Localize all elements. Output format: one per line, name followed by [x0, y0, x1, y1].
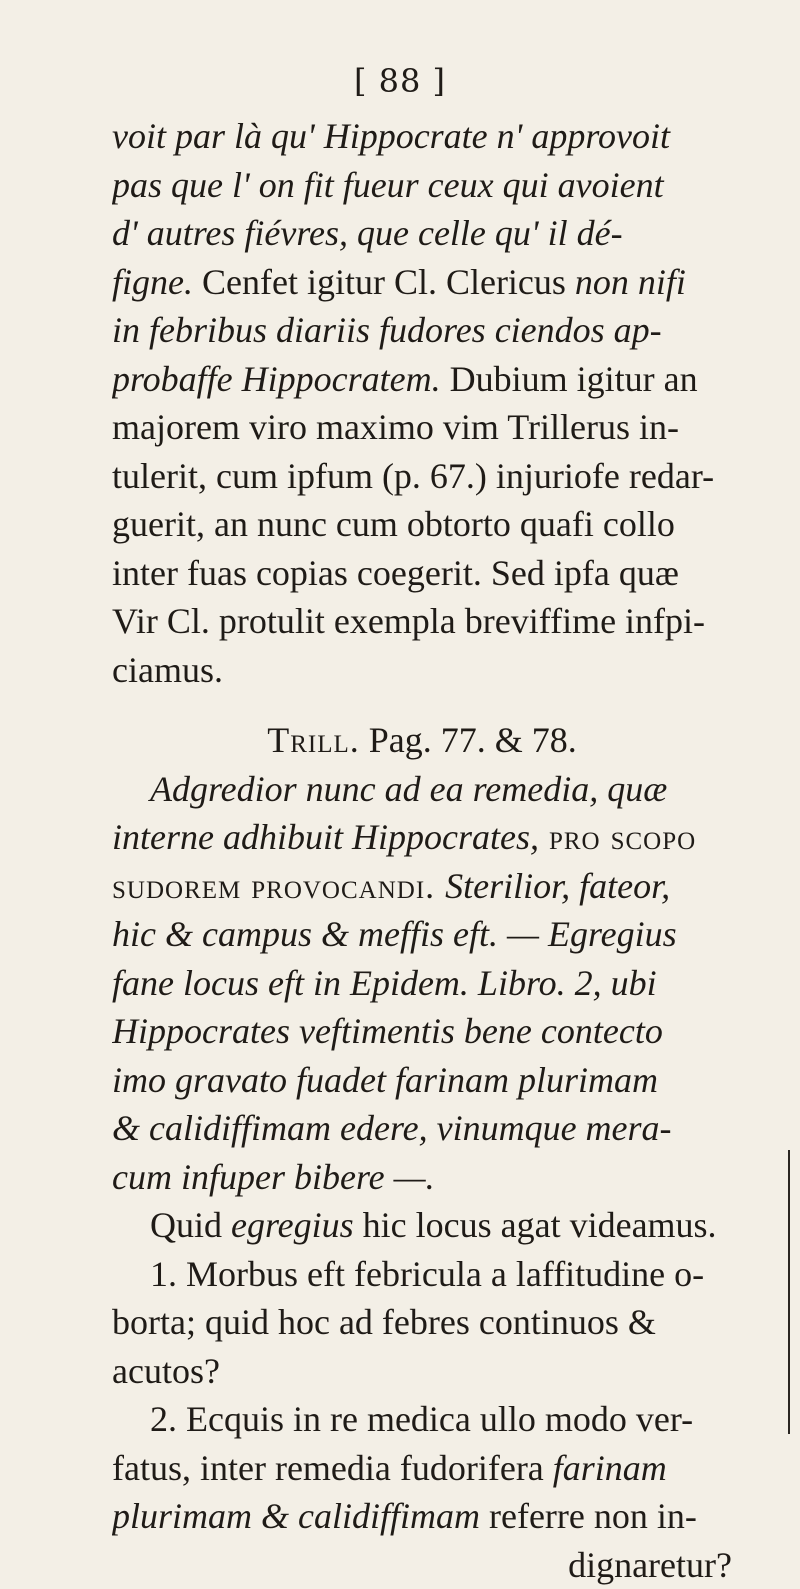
text-segment: Trill. — [267, 720, 360, 760]
text-line — [112, 765, 732, 814]
text-line — [112, 862, 732, 911]
text-line — [112, 959, 732, 1008]
text-line — [112, 1347, 732, 1396]
text-line — [112, 306, 732, 355]
text-segment: Vir Cl. protulit exempla breviffime infpi- — [112, 601, 705, 641]
text-segment: borta; quid hoc ad febres continuos & — [112, 1302, 656, 1342]
text-line — [112, 716, 732, 765]
text-segment: 1. Morbus eft febricula a laffitudine o- — [150, 1254, 704, 1294]
text-line — [112, 112, 732, 161]
text-segment: sudorem provocandi. — [112, 866, 445, 906]
text-line — [112, 1104, 732, 1153]
text-line — [112, 597, 732, 646]
text-segment: Cenfet igitur Cl. Clericus — [193, 262, 575, 302]
text-segment: interne adhibuit Hippocrates, — [112, 817, 539, 857]
text-line — [112, 355, 732, 404]
text-segment: figne. — [112, 262, 193, 302]
text-segment: fane locus eft in Epidem. Libro. 2, ubi — [112, 963, 657, 1003]
text-segment: imo gravato fuadet farinam plurimam — [112, 1060, 658, 1100]
text-segment: fatus, inter remedia fudorifera — [112, 1448, 553, 1488]
text-segment: inter fuas copias coegerit. Sed ipfa quæ — [112, 553, 679, 593]
text-segment: majorem viro maximo vim Trillerus in- — [112, 407, 679, 447]
text-segment: dignaretur? — [568, 1545, 732, 1585]
text-segment: in febribus diariis fudores ciendos ap- — [112, 310, 662, 350]
text-segment: hic & campus & meffis eft. — Egregius — [112, 914, 677, 954]
text-line — [112, 1541, 732, 1589]
text-segment: acutos? — [112, 1351, 220, 1391]
text-line — [112, 646, 732, 695]
text-segment: pro scopo — [539, 817, 696, 857]
text-segment: plurimam & calidiffimam — [112, 1496, 480, 1536]
text-segment: & calidiffimam edere, vinumque mera- — [112, 1108, 672, 1148]
text-line — [112, 1153, 732, 1202]
text-line — [112, 452, 732, 501]
text-segment: pas que l' on fit fueur ceux qui avoient — [112, 165, 664, 205]
text-line — [112, 1201, 732, 1250]
text-segment: Hippocrates veftimentis bene contecto — [112, 1011, 663, 1051]
text-segment: tulerit, cum ipfum (p. 67.) injuriofe redar- — [112, 456, 714, 496]
text-line — [112, 1492, 732, 1541]
text-segment: egregius — [231, 1205, 354, 1245]
text-segment: cum infuper bibere —. — [112, 1157, 435, 1197]
text-segment: d' autres fiévres, que celle qu' il dé- — [112, 213, 623, 253]
text-segment: hic locus agat videamus. — [354, 1205, 717, 1245]
text-line — [112, 258, 732, 307]
text-segment: ciamus. — [112, 650, 223, 690]
text-line — [112, 209, 732, 258]
text-line — [112, 1395, 732, 1444]
text-segment: Sterilior, fateor, — [445, 866, 670, 906]
page-number: [ 88 ] — [0, 62, 800, 100]
text-segment: 2. Ecquis in re medica ullo modo ver- — [150, 1399, 693, 1439]
text-segment: Quid — [150, 1205, 231, 1245]
text-segment: Pag. 77. & 78. — [360, 720, 577, 760]
text-line — [112, 403, 732, 452]
text-line — [112, 910, 732, 959]
text-segment: farinam — [553, 1448, 667, 1488]
body-text — [112, 112, 732, 1589]
text-segment: probaffe Hippocratem. — [112, 359, 441, 399]
text-segment: Dubium igitur an — [441, 359, 698, 399]
text-line — [112, 1444, 732, 1493]
text-segment: Adgredior nunc ad ea remedia, quæ — [150, 769, 667, 809]
text-segment: voit par là qu' Hippocrate n' approvoit — [112, 116, 670, 156]
page-edge-rule — [788, 1150, 790, 1434]
text-line — [112, 1250, 732, 1299]
text-line — [112, 549, 732, 598]
text-line — [112, 161, 732, 210]
text-segment: guerit, an nunc cum obtorto quafi collo — [112, 504, 675, 544]
text-line — [112, 1298, 732, 1347]
text-line — [112, 1007, 732, 1056]
text-segment: non nifi — [575, 262, 686, 302]
text-segment: referre non in- — [480, 1496, 697, 1536]
text-line — [112, 813, 732, 862]
text-line — [112, 500, 732, 549]
text-line — [112, 1056, 732, 1105]
